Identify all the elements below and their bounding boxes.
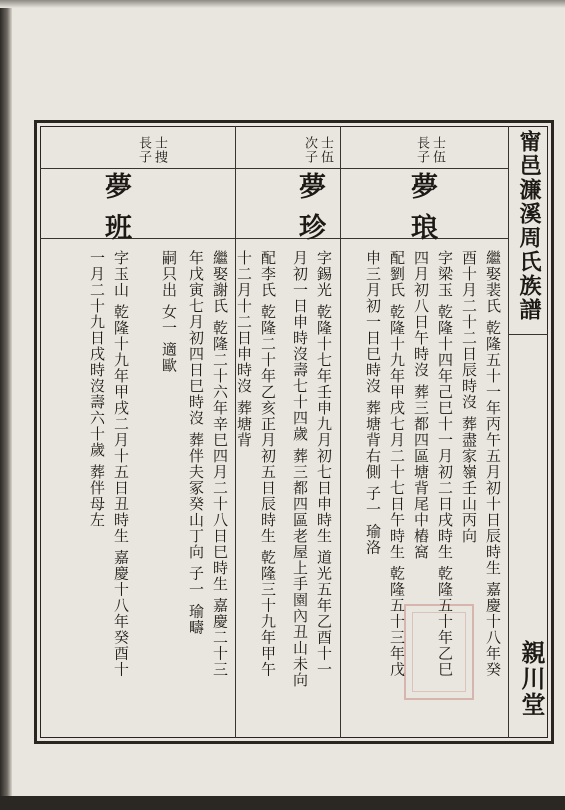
person-3-birth-order: 長子 [136, 136, 151, 164]
record-column: 四月初八日午時沒 葬三都四區塘背尾中樁窩 [412, 250, 430, 560]
record-column: 嗣只出 女一 適歐 [160, 250, 178, 374]
person-2-birth-order: 次子 [302, 136, 317, 164]
record-column: 一月二十九日戌時沒壽六十歲 葬伴母左 [88, 250, 106, 528]
page-bottom-edge [0, 796, 565, 810]
person-1-generation: 士伍 [430, 136, 445, 164]
title-strip-rule [508, 334, 548, 335]
hall-name: 親川堂 [517, 640, 546, 718]
title-strip-divider [508, 126, 509, 738]
record-column: 酉十月二十二日辰時沒 葬盡家嶺壬山丙向 [460, 250, 478, 544]
record-column: 年戊寅七月初四日巳時沒 葬伴夫冢癸山丁向 子一 瑜疇 [187, 250, 205, 636]
record-column: 字錫光 乾隆十七年壬申九月初七日申時生 道光五年乙酉十一 [315, 250, 333, 678]
record-column: 月初一日申時沒壽七十四歲 葬三都四區老屋上手園內丑山未向 [291, 250, 309, 688]
record-column: 繼娶謝氏 乾隆二十六年辛巳四月二十八日巳時生 嘉慶二十三 [211, 250, 229, 678]
record-column: 配李氏 乾隆二十年乙亥正月初五日辰時生 乾隆三十九年甲午 [259, 250, 277, 678]
record-column: 配劉氏 乾隆十九年甲戌七月二十七日午時生 乾隆五十三年戊 [388, 250, 406, 678]
page-top-edge [0, 0, 565, 8]
book-title: 甯邑濂溪周氏族譜 [516, 130, 542, 322]
person-2-generation: 士伍 [318, 136, 333, 164]
entry-divider-1 [340, 126, 341, 738]
record-column: 字梁玉 乾隆十四年己巳十一月初二日戌時生 乾隆五十年乙巳 [436, 250, 454, 678]
person-3-generation: 士捜 [152, 136, 167, 164]
record-column: 字玉山 乾隆十九年甲戌二月十五日丑時生 嘉慶十八年癸酉十 [112, 250, 130, 678]
person-2-name: 夢珍 [294, 172, 325, 254]
person-1-name: 夢琅 [406, 172, 437, 254]
faded-seal-stamp [404, 604, 474, 700]
person-3-name: 夢班 [100, 172, 131, 254]
record-column: 十二月十二日申時沒 葬塘背 [235, 250, 253, 448]
generation-row-divider [40, 168, 508, 169]
record-column: 申三月初一日巳時沒 葬塘背右側 子一 瑜洛 [364, 250, 382, 556]
book-spine [0, 0, 12, 810]
record-column: 繼娶裴氏 乾隆五十一年丙午五月初十日辰時生 嘉慶十八年癸 [484, 250, 502, 678]
person-1-birth-order: 長子 [414, 136, 429, 164]
